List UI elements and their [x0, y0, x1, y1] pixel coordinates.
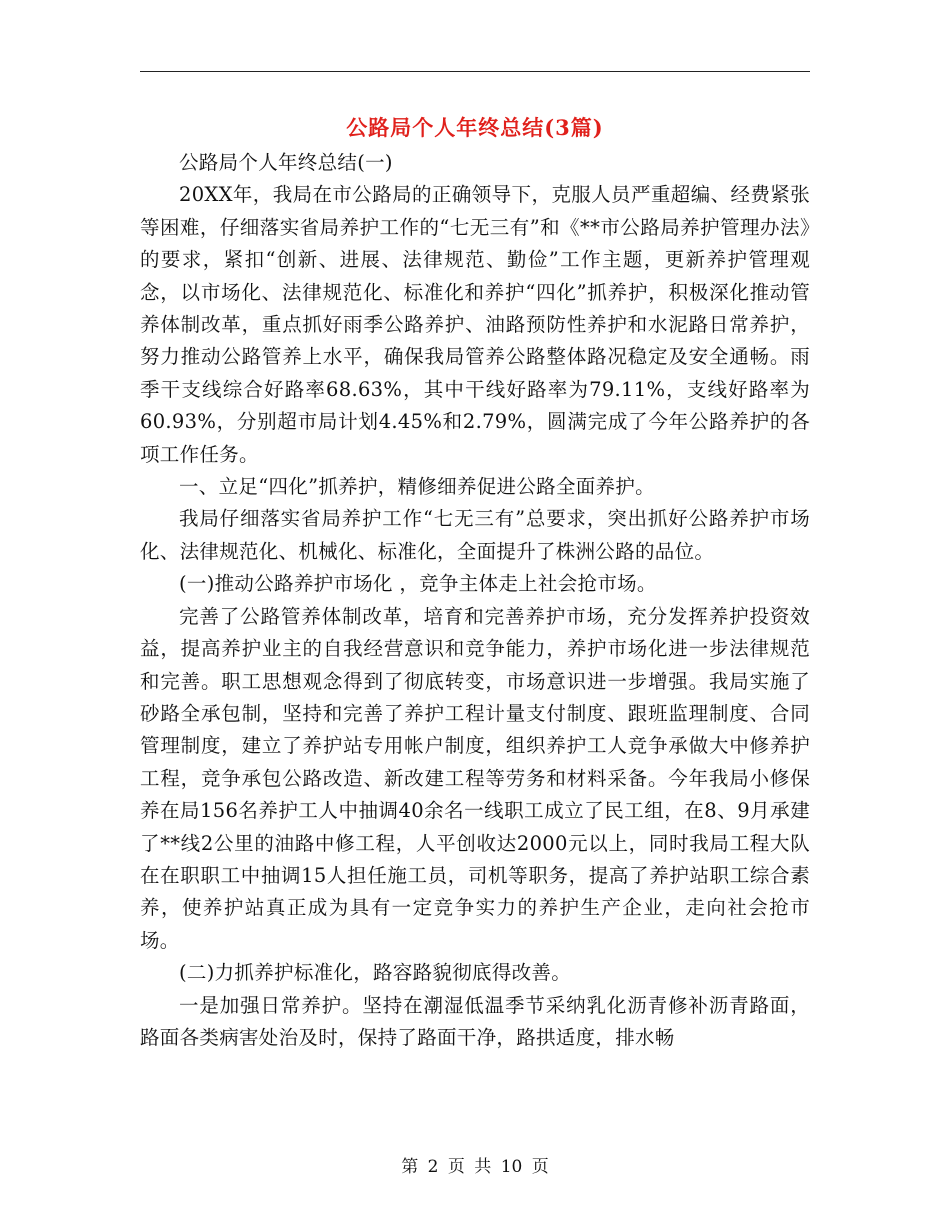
page-footer: 第 2 页 共 10 页: [401, 1157, 549, 1177]
header-rule: [140, 71, 810, 72]
body-paragraph: 完善了公路管养体制改革，培育和完善养护市场，充分发挥养护投资效益，提高养护业主的自我经营意识和竞争能力，养护市场化进一步法律规范和完善。职工思想观念得到了彻底转变，市场意识进一步增强。我局实施了砂路全承包制，坚持和完善了养护工程计量支付制度、跟班监理制度、合同管理制度，建立了养护站专用帐户制度，组织养护工人竞争承做大中修养护工程，竞争承包公路改造、新改建工程等劳务和材料采备。今年我局小修保养在局156名养护工人中抽调40余名一线职工成立了民工组，在8、9月承建了**线2公里的油路中修工程，人平创收达2000元以上，同时我局工程大队在在职职工中抽调15人担任施工员，司机等职务，提高了养护站职工综合素养，使养护站真正成为具有一定竞争实力的养护生产企业，走向社会抢市场。: [140, 604, 810, 952]
body-paragraph: 一是加强日常养护。坚持在潮湿低温季节采纳乳化沥青修补沥青路面，路面各类病害处治及时，保持了路面干净，路拱适度，排水畅: [140, 993, 810, 1049]
document-body: [140, 147, 810, 1054]
section-heading: 一、立足“四化”抓养护，精修细养促进公路全面养护。: [179, 475, 655, 499]
subsection-heading: (一)推动公路养护市场化 ，竞争主体走上社会抢市场。: [179, 572, 657, 596]
body-paragraph: 20XX年，我局在市公路局的正确领导下，克服人员严重超编、经费紧张等困难，仔细落实省局养护工作的“七无三有”和《**市公路局养护管理办法》的要求，紧扣“创新、进展、法律规范、勤俭”工作主题，更新养护管理观念，以市场化、法律规范化、标准化和养护“四化”抓养护，积极深化推动管养体制改革，重点抓好雨季公路养护、油路预防性养护和水泥路日常养护，努力推动公路管养上水平，确保我局管养公路整体路况稳定及安全通畅。雨季干支线综合好路率68.63%，其中干线好路率为79.11%，支线好路率为60.93%，分别超市局计划4.45%和2.79%，圆满完成了今年公路养护的各项工作任务。: [140, 183, 810, 466]
section-heading: 公路局个人年终总结(一): [179, 151, 393, 174]
body-paragraph: 我局仔细落实省局养护工作“七无三有”总要求，突出抓好公路养护市场化、法律规范化、机械化、标准化，全面提升了株洲公路的品位。: [140, 507, 810, 563]
subsection-heading: (二)力抓养护标准化，路容路貌彻底得改善。: [179, 961, 572, 985]
document-title: 公路局个人年终总结(3篇): [346, 115, 604, 140]
